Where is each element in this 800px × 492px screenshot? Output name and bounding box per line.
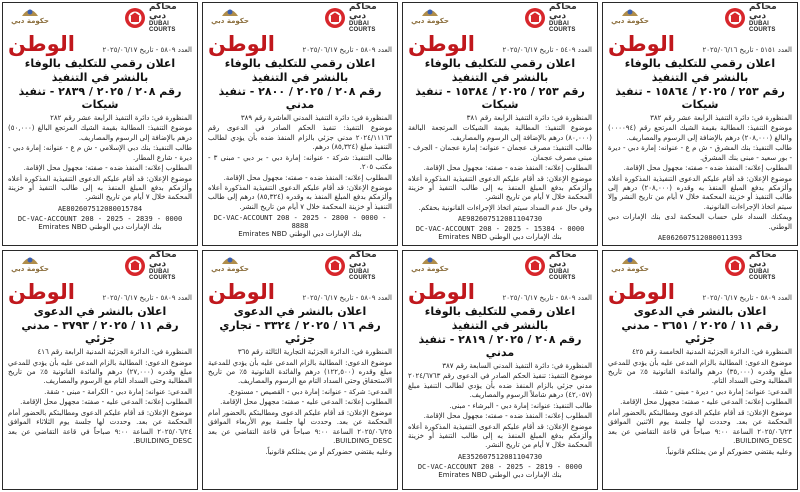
court-name-en: DUBAI COURTS: [549, 269, 576, 281]
notice-paragraph: موضوع التنفيذ: المطالبة بقيمة الشيك المرتجع رقم (٠٠٠٠٩٤) والبالغ (٢٠٨,٠٠٠) درهم بالإضافة إلى الرسوم والمصاريف.: [608, 124, 792, 142]
notice-header: [208, 250, 392, 281]
notice-title: اعلان رقمي للتكليف بالوفاء بالنشر في التنفيذ: [24, 57, 176, 84]
notice-paragraph: موضوع الإعلان: قد أقام عليكم الدعوى التنفيذية المذكورة أعلاه وألزمكم بدفع المبلغ المنفذ به وقدره (٢٠٨,٠٠٠) درهم إلى طالب التنفيذ أو خزينة المحكمة خلال ٧ أيام من تاريخ النشر وإلا سيتم اتخاذ الإجراءات القانونية.: [608, 174, 792, 211]
newspaper-name: الوطن: [8, 280, 75, 304]
dubai-courts-emblem-icon: [724, 7, 746, 29]
notice-paragraph: المدعي: عنوانه: إمارة دبي - ديرة - مبنى - شقة.: [652, 387, 792, 396]
court-name-en: DUBAI COURTS: [749, 269, 776, 281]
brand-row: [608, 282, 792, 303]
dubai-courts-emblem-icon: [124, 7, 146, 29]
bank-name: بنك الإمارات دبي الوطني Emirates NBD: [438, 470, 562, 479]
issue-info: العدد ٥٨٠٩ - تاريخ ٢٠٢٥/٠٦/١٧: [102, 293, 192, 302]
government-name-ar: حكومة دبي: [11, 17, 49, 25]
dubai-courts-logo: [324, 2, 392, 33]
notice-paragraph: المطلوب إعلانه: المدعى عليه - صفته: مجهول محل الإقامة.: [220, 398, 392, 407]
notice-paragraph: المنظورة في: دائرة التنفيذ المدني العاشرة رقم ٣٨٩: [240, 113, 392, 122]
notice-card: [602, 2, 798, 246]
court-name-en: DUBAI COURTS: [549, 21, 576, 33]
government-logo: [8, 6, 52, 30]
dubai-courts-emblem-icon: [524, 7, 546, 29]
case-number: رقم ٢٠٨ / ٢٠٢٥ / ٢٨١٩ - تنفيذ مدني: [418, 332, 582, 359]
court-name-ar: محاكم دبي: [549, 2, 577, 21]
notice-paragraph: المطلوب إعلانه: المنفذ ضده - صفته: مجهول محل الإقامة.: [23, 164, 192, 173]
notice-body: [208, 114, 392, 212]
newspaper-name: الوطن: [8, 32, 75, 56]
dubai-courts-logo: [324, 250, 392, 281]
newspaper-name: الوطن: [208, 32, 275, 56]
notice-card: [402, 250, 598, 490]
court-name-en: DUBAI COURTS: [349, 269, 376, 281]
government-name-ar: حكومة دبي: [611, 17, 649, 25]
iban-number: AE802607512080015784: [57, 204, 143, 213]
notice-header: [408, 2, 592, 33]
notice-title: اعلان بالنشر في الدعوى: [633, 305, 767, 318]
brand-row: [408, 34, 592, 55]
notice-paragraph: طالب التنفيذ: مصرف عجمان - عنوانه: إمارة عجمان - الجرف - مبنى مصرف عجمان.: [408, 144, 592, 162]
government-logo: [408, 254, 452, 278]
notice-header: [8, 2, 192, 33]
notice-paragraph: المدعي: عنوانه: إمارة دبي - الكرامة - مبنى - شقة.: [44, 387, 192, 396]
notice-paragraph: طالب التنفيذ: شركة - عنوانه: إمارة دبي - بر دبي - مبنى ٣ - مكتب ٢٠٥.: [208, 153, 392, 172]
notice-paragraph: المنظورة في: الدائرة الجزئية المدنية الخامسة رقم ٤٢٥: [632, 348, 792, 357]
notice-paragraph: المنظورة في: دائرة التنفيذ المدني السابعة رقم ٣٨٧: [442, 361, 592, 370]
notice-paragraph: موضوع التنفيذ: تنفيذ الحكم الصادر في الدعوى رقم ٢٠٢٤/١١١٦٣ مدني جزئي بالزام المنفذ ضده بأن يؤدي لطالب التنفيذ مبلغ (٨٥,٣٢٤) درهم.: [208, 124, 392, 152]
court-name-ar: محاكم دبي: [149, 2, 177, 21]
government-logo: [608, 254, 652, 278]
account-label: [608, 244, 792, 246]
iban-number: AE062607512080011393: [657, 234, 743, 243]
court-name-en: DUBAI COURTS: [149, 21, 176, 33]
notice-paragraph: وعليه يقتضي حضوركم أو من يمثلكم قانونياً.: [265, 447, 392, 456]
dubai-courts-emblem-icon: [324, 7, 346, 29]
government-logo: [8, 254, 52, 278]
notice-body: [8, 348, 192, 446]
notice-paragraph: موضوع الإعلان: قد أقام عليكم الدعوى التنفيذية المذكورة أعلاه وألزمكم بدفع المبلغ المنفذ به إلى طالب التنفيذ أو خزينة المحكمة خلال ٧ أيام من تاريخ النشر.: [408, 422, 592, 450]
brand-row: [208, 34, 392, 55]
iban-number: AE982607512081104730: [457, 215, 543, 224]
account-label: DC-VAC-ACCOUNT 208 - 2025 - 2839 - 0000: [17, 214, 183, 223]
dubai-courts-logo: [124, 2, 192, 33]
notice-card: [202, 250, 398, 490]
newspaper-name: الوطن: [208, 280, 275, 304]
government-logo: [208, 254, 252, 278]
notice-paragraph: المطلوب إعلانه: المنفذ ضده - صفته: مجهول محل الإقامة.: [423, 164, 592, 173]
notice-paragraph: موضوع الدعوى: المطالبة بالزام المدعى عليه بأن يؤدي للمدعي مبلغ وقدره (٢٧,٠٠٠) درهم والفائدة القانونية ٥٪ من تاريخ المطالبة وحتى السداد التام مع الرسوم والمصاريف.: [8, 358, 192, 386]
court-name-en: DUBAI COURTS: [349, 21, 376, 33]
notice-body: [8, 114, 192, 203]
account-label: DC-VAC-ACCOUNT 208 - 2025 - 2819 - 0000: [417, 462, 583, 471]
notice-card: [2, 250, 198, 490]
notice-header: [208, 2, 392, 33]
notice-paragraph: المنظورة في: الدائرة الجزئية المدنية الرابعة رقم ٤١٦: [37, 348, 192, 357]
dubai-courts-logo: [724, 250, 792, 281]
notice-paragraph: المطلوب إعلانه: المنفذ ضده - صفته: مجهول محل الإقامة.: [223, 173, 392, 182]
notice-body: [408, 362, 592, 451]
bank-name: بنك الإمارات دبي الوطني Emirates NBD: [38, 222, 162, 231]
notice-paragraph: المنظورة في: دائرة التنفيذ الرابعة عشر رقم ٣٨٢: [650, 113, 792, 122]
notice-paragraph: طالب التنفيذ: بنك دبي الإسلامي - ش م ع - عنوانه: إمارة دبي - ديرة - شارع المطار.: [8, 144, 192, 162]
government-name-ar: حكومة دبي: [411, 265, 449, 273]
notice-body: [208, 348, 392, 457]
issue-info: العدد ٥٨٠٩ - تاريخ ٢٠٢٥/٠٦/١٧: [302, 293, 392, 302]
brand-row: [608, 34, 792, 55]
account-label: DC-VAC-ACCOUNT 208 - 2025 - 15384 - 0000: [415, 225, 585, 234]
issue-info: العدد ٥٤٠٩ - تاريخ ٢٠٢٥/٠٦/١٧: [502, 45, 592, 54]
notice-paragraph: المطلوب إعلانه: المنفذ ضده - صفته: مجهول محل الإقامة.: [623, 164, 792, 173]
notice-title: اعلان رقمي للتكليف بالوفاء بالنشر في التنفيذ: [624, 57, 776, 84]
government-name-ar: حكومة دبي: [211, 265, 249, 273]
case-number: رقم ٢٥٣ / ٢٠٢٥ / ١٥٣٨٤ - تنفيذ شيكات: [415, 84, 585, 111]
newspaper-name: الوطن: [408, 280, 475, 304]
government-logo: [408, 6, 452, 30]
dubai-courts-logo: [524, 250, 592, 281]
dubai-courts-logo: [124, 250, 192, 281]
dubai-courts-logo: [524, 2, 592, 33]
notice-title: اعلان بالنشر في الدعوى: [33, 305, 167, 318]
bank-name: بنك الإمارات دبي الوطني Emirates NBD: [438, 233, 562, 242]
notice-card: [2, 2, 198, 246]
notice-paragraph: وعليه يقتضي حضوركم أو من يمثلكم قانونياً.: [665, 447, 792, 456]
iban-number: AE352607512081104730: [457, 452, 543, 461]
newspaper-name: الوطن: [608, 32, 675, 56]
court-name-ar: محاكم دبي: [749, 2, 777, 21]
court-name-ar: محاكم دبي: [349, 250, 377, 269]
notice-paragraph: موضوع التنفيذ: المطالبة بقيمة الشيك المرتجع البالغ (٥٠,٠٠٠) درهم بالإضافة إلى الرسوم والمصاريف.: [8, 124, 192, 142]
court-name-ar: محاكم دبي: [349, 2, 377, 21]
notice-card: [202, 2, 398, 246]
notice-header: [608, 2, 792, 33]
brand-row: [8, 282, 192, 303]
dubai-courts-emblem-icon: [724, 255, 746, 277]
notice-title: اعلان بالنشر في الدعوى: [233, 305, 367, 318]
dubai-courts-emblem-icon: [324, 255, 346, 277]
dubai-courts-logo: [724, 2, 792, 33]
notice-paragraph: موضوع الإعلان: قد أقام عليكم الدعوى التنفيذية المذكورة أعلاه وألزمكم بدفع المبلغ المنفذ به إلى طالب التنفيذ أو خزينة المحكمة خلال ٧ أيام من تاريخ النشر.: [8, 174, 192, 202]
government-name-ar: حكومة دبي: [611, 265, 649, 273]
notice-paragraph: ويمكنك السداد على حساب المحكمة لدى بنك الإمارات دبي الوطني.: [608, 213, 792, 231]
bank-name: بنك الإمارات دبي الوطني Emirates NBD: [238, 230, 362, 239]
issue-info: العدد ٥٨٠٩ - تاريخ ٢٠٢٥/٠٦/١٧: [702, 293, 792, 302]
notice-paragraph: المنظورة في: دائرة التنفيذ الرابعة رقم ٣٨١: [466, 113, 592, 122]
notice-paragraph: طالب التنفيذ: بنك المشرق - ش م ع - عنوانه: إمارة دبي - ديرة - بور سعيد - مبنى بنك المشرق.: [608, 144, 792, 162]
newspaper-name: الوطن: [408, 32, 475, 56]
case-number: رقم ٢٥٣ / ٢٠٢٥ / ١٥٨٦٤ - تنفيذ شيكات: [615, 84, 785, 111]
issue-info: العدد ٥٨٠٩ - تاريخ ٢٠٢٥/٠٦/١٧: [302, 45, 392, 54]
issue-info: العدد ٥٨٠٩ - تاريخ ٢٠٢٥/٠٦/١٧: [102, 45, 192, 54]
government-name-ar: حكومة دبي: [411, 17, 449, 25]
notice-paragraph: موضوع الدعوى: المطالبة بالزام المدعى عليه بأن يؤدي للمدعية مبلغ وقدره (١٢٢,٥٠٠) درهم والفائدة القانونية ٥٪ من تاريخ الاستحقاق وحتى السداد التام مع الرسوم والمصاريف.: [208, 358, 393, 386]
notice-header: [408, 250, 592, 281]
government-logo: [208, 6, 252, 30]
notice-paragraph: المطلوب إعلانه: المنفذ ضده - صفته: مجهول محل الإقامة.: [423, 412, 592, 421]
notice-header: [608, 250, 792, 281]
notice-paragraph: المنظورة في: دائرة التنفيذ الرابعة عشر رقم ٢٨٢: [50, 113, 192, 122]
court-name-en: DUBAI COURTS: [749, 21, 776, 33]
case-number: رقم ٢٠٨ / ٢٠٢٥ / ٢٨٠٠ - تنفيذ مدني: [218, 84, 382, 111]
case-number: رقم ٢٠٨ / ٢٠٢٥ / ٢٨٣٩ - تنفيذ شيكات: [18, 84, 182, 111]
notice-paragraph: طالب التنفيذ: عنوانه: إمارة دبي - البرشاء - مبنى.: [449, 401, 592, 410]
government-name-ar: حكومة دبي: [11, 265, 49, 273]
notice-paragraph: موضوع الإعلان: قد أقام عليكم الدعوى التنفيذية المذكورة أعلاه وألزمكم بدفع المبلغ المنفذ به إلى طالب التنفيذ أو خزينة المحكمة خلال ٧ أيام من تاريخ النشر.: [408, 174, 592, 202]
court-name-en: DUBAI COURTS: [149, 269, 176, 281]
notice-title: اعلان رقمي للتكليف بالوفاء بالنشر في التنفيذ: [424, 305, 576, 332]
notice-paragraph: المطلوب إعلانه: المدعى عليه - صفته: مجهول محل الإقامة.: [20, 398, 192, 407]
notice-body: [408, 114, 592, 213]
court-name-ar: محاكم دبي: [749, 250, 777, 269]
case-number: رقم ١١ / ٢٠٢٥ / ٣٧٩٣ - مدني جزئي: [21, 318, 179, 345]
newspaper-name: الوطن: [608, 280, 675, 304]
government-logo: [608, 6, 652, 30]
notice-card: [602, 250, 798, 490]
notice-paragraph: موضوع الإعلان: قد أقام عليكم الدعوى ومطالبتكم بالحضور أمام المحكمة عن بعد. وحددت لها جلسة يوم الأربعاء الموافق ٢٠٢٥/٠٦/٢٥ الساعة ٩:٠٠ صباحاً في قاعة التقاضي عن بعد BUILDING_DESC.: [208, 408, 392, 446]
issue-info: العدد ٥٨٠٩ - تاريخ ٢٠٢٥/٠٦/١٧: [502, 293, 592, 302]
notice-paragraph: موضوع الدعوى: المطالبة بالزام المدعى عليه بأن يؤدي للمدعي مبلغ وقدره (٣٥,٠٠٠) درهم والفائدة القانونية ٥٪ من تاريخ المطالبة وحتى السداد التام.: [608, 358, 792, 386]
notice-paragraph: المطلوب إعلانه: المدعى عليه - صفته: مجهول محل الإقامة.: [620, 398, 792, 407]
dubai-courts-emblem-icon: [124, 255, 146, 277]
case-number: رقم ١٦ / ٢٠٢٥ / ٣٣٢٤ - تجاري جزئي: [219, 318, 381, 345]
notice-title: اعلان رقمي للتكليف بالوفاء بالنشر في التنفيذ: [424, 57, 576, 84]
notice-paragraph: موضوع الإعلان: قد أقام عليكم الدعوى ومطالبتكم بالحضور أمام المحكمة عن بعد. وحددت لها جلسة يوم الثلاثاء الموافق ٢٠٢٥/٠٦/٢٤ الساعة ٩:٠٠ صباحاً في قاعة التقاضي عن بعد BUILDING_DESC.: [8, 408, 192, 446]
case-number: رقم ١١ / ٢٠٢٥ / ٣٦٥١ - مدني جزئي: [621, 318, 779, 345]
brand-row: [208, 282, 392, 303]
notice-header: [8, 250, 192, 281]
notice-paragraph: موضوع التنفيذ: المطالبة بقيمة الشيكات المرتجعة البالغة (٨٠,٠٠٠) درهم بالإضافة إلى الرسوم والمصاريف.: [408, 124, 592, 142]
notice-card: [402, 2, 598, 246]
notice-paragraph: موضوع التنفيذ: تنفيذ الحكم الصادر في الدعوى رقم ٢٠٢٤/٦٧٦٣ مدني جزئي بالزام المنفذ ضده بأن يؤدي لطالب التنفيذ مبلغ (٤٢,٠٥٧) درهم شاملاً الرسوم والمصاريف.: [408, 372, 592, 400]
court-name-ar: محاكم دبي: [549, 250, 577, 269]
brand-row: [408, 282, 592, 303]
notice-body: [608, 114, 792, 232]
notice-paragraph: موضوع الإعلان: قد أقام عليكم الدعوى ومطالبتكم بالحضور أمام المحكمة عن بعد. وحددت لها جلسة يوم الاثنين الموافق ٢٠٢٥/٠٦/٢٣ الساعة ٩:٠٠ صباحاً في قاعة التقاضي عن بعد BUILDING_DESC.: [608, 408, 792, 446]
notice-paragraph: المدعي: شركة - عنوانه: إمارة دبي - القصيص - مستودع.: [228, 387, 392, 396]
government-name-ar: حكومة دبي: [211, 17, 249, 25]
notice-paragraph: المنظورة في: الدائرة الجزئية التجارية الثالثة رقم ٣٦٥: [237, 348, 392, 357]
account-label: DC-VAC-ACCOUNT 208 - 2025 - 2800 - 0000 - 8888: [213, 214, 387, 231]
notice-paragraph: وفي حال عدم السداد سيتم اتخاذ الإجراءات القانونية بحقكم.: [418, 203, 592, 212]
notice-body: [608, 348, 792, 457]
brand-row: [8, 34, 192, 55]
issue-info: العدد ٥١٥١ - تاريخ ٢٠٢٥/٠٦/١٦: [702, 45, 792, 54]
court-name-ar: محاكم دبي: [149, 250, 177, 269]
dubai-courts-emblem-icon: [524, 255, 546, 277]
notice-paragraph: موضوع الإعلان: قد أقام عليكم الدعوى التنفيذية المذكورة أعلاه وألزمكم بدفع المبلغ المنفذ به وقدره (٨٥,٣٢٤) درهم إلى طالب التنفيذ أو خزينة المحكمة خلال ٧ أيام من تاريخ النشر.: [208, 183, 392, 211]
notice-title: اعلان رقمي للتكليف بالوفاء بالنشر في التنفيذ: [224, 57, 376, 84]
